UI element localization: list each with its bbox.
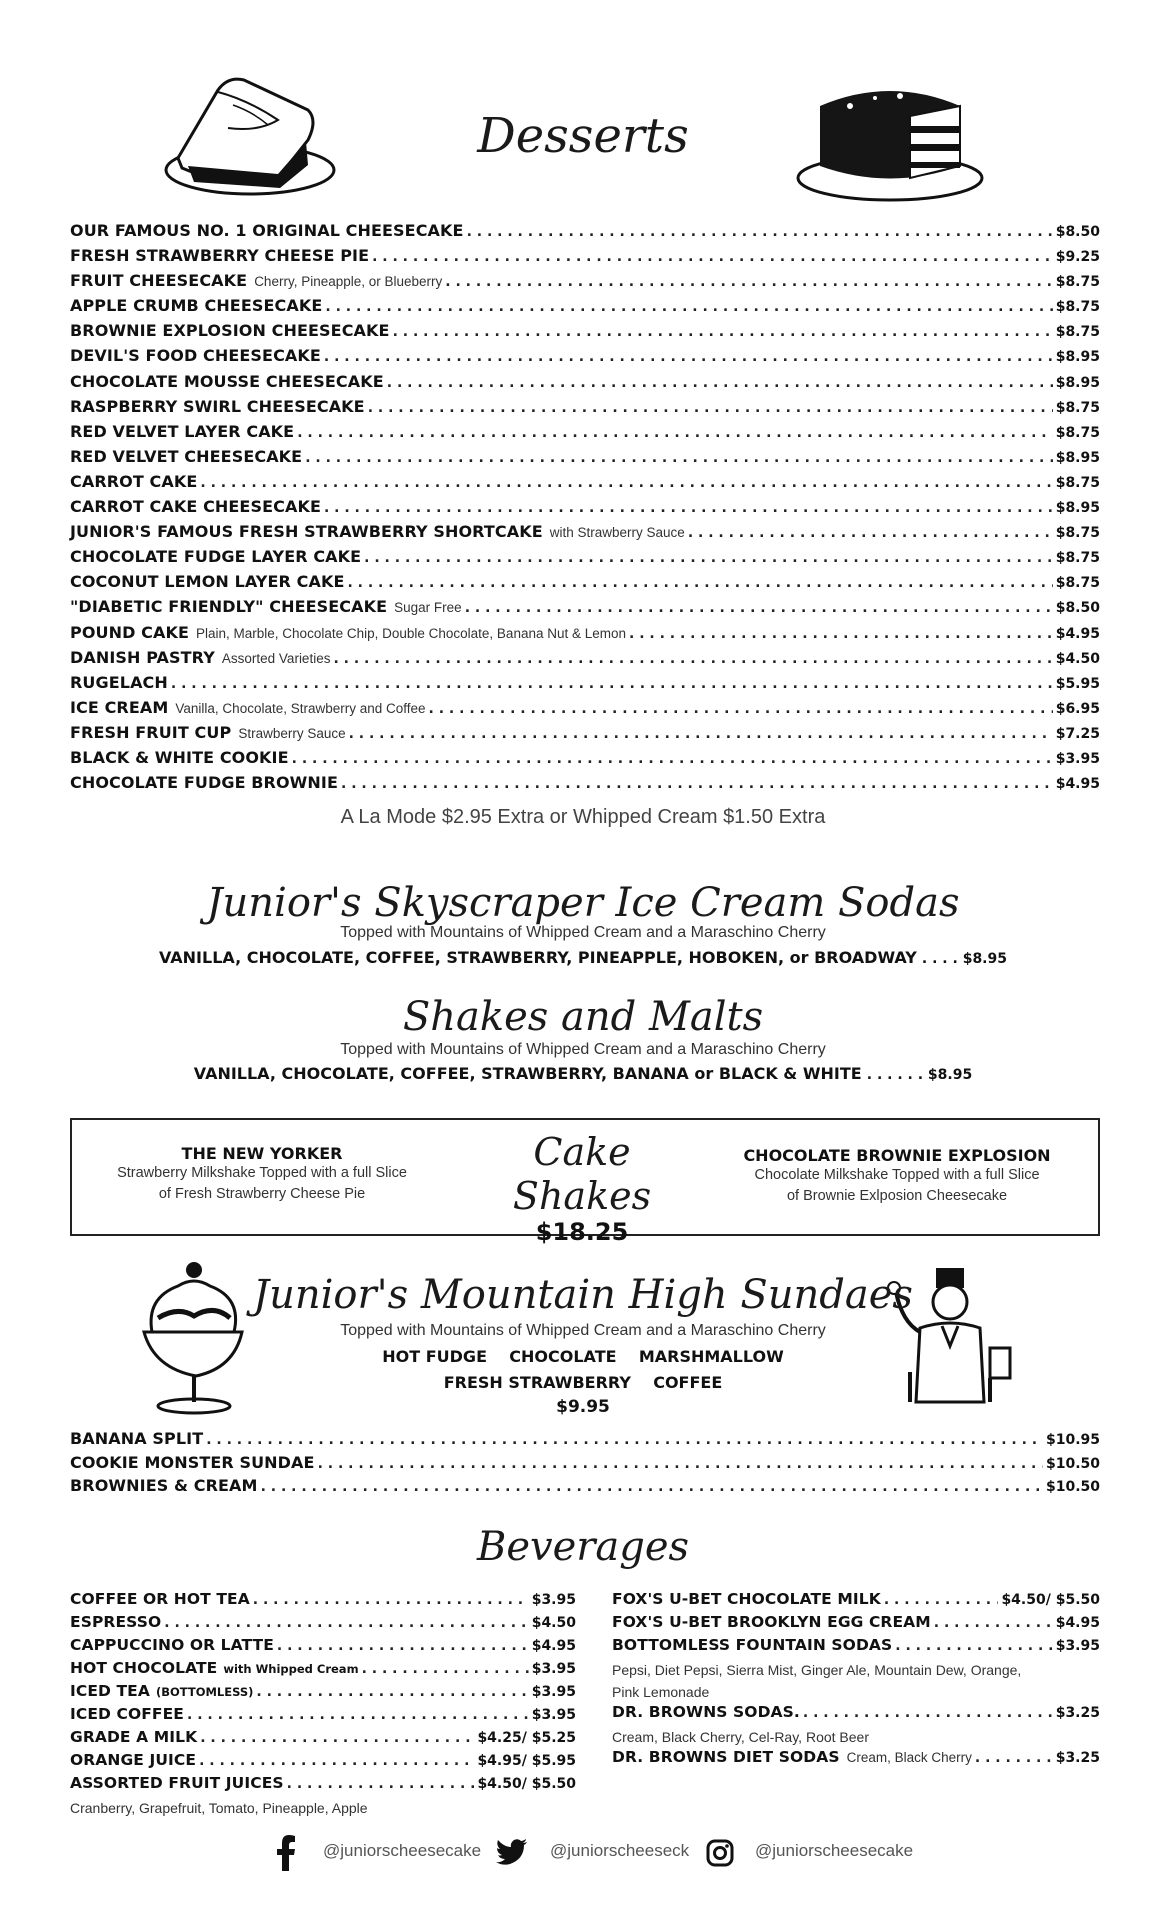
leader-dots — [187, 1707, 529, 1723]
item-name: "DIABETIC FRIENDLY" CHEESECAKE — [70, 597, 388, 617]
dr-browns-flavors: Cream, Black Cherry, Cel-Ray, Root Beer — [612, 1729, 869, 1745]
item-name: COFFEE OR HOT TEA — [70, 1590, 250, 1608]
item-price: $8.75 — [1055, 274, 1100, 291]
sodas-subtitle: Topped with Mountains of Whipped Cream and a Maraschino Cherry — [340, 924, 826, 941]
leader-dots — [200, 1730, 474, 1746]
leader-dots — [393, 324, 1053, 340]
leader-dots — [467, 224, 1053, 240]
list-item — [70, 698, 1100, 723]
item-name: FRESH STRAWBERRY CHEESE PIE — [70, 246, 370, 266]
list-item — [70, 1453, 1100, 1477]
item-name: RED VELVET LAYER CAKE — [70, 421, 295, 441]
item-price: $8.75 — [1055, 550, 1100, 567]
shakes-price: $8.95 — [927, 1067, 973, 1083]
leader-dots — [261, 1479, 1043, 1495]
list-item — [70, 472, 1100, 497]
list-item — [70, 773, 1100, 798]
item-name: ORANGE JUICE — [70, 1751, 197, 1769]
list-item — [70, 1429, 1100, 1453]
list-item — [70, 1705, 576, 1728]
list-item — [70, 346, 1100, 371]
item-price: $8.50 — [1055, 224, 1100, 240]
leader-dots — [287, 1776, 475, 1792]
item-price: $6.95 — [1055, 700, 1100, 717]
list-item: DR. BROWNS DIET SODAS Cream, Black Cherry . . . $3.25 — [612, 1748, 1100, 1771]
beverages-right-column — [612, 1590, 1100, 1771]
beverages-left-footnote — [70, 1797, 576, 1819]
item-name: CARROT CAKE CHEESECAKE — [70, 497, 321, 517]
item-price: $8.95 — [1055, 449, 1100, 466]
item-price: $8.95 — [1055, 500, 1100, 517]
shakes-subtitle: Topped with Mountains of Whipped Cream and a Maraschino Cherry — [340, 1041, 826, 1058]
list-item: DR. BROWNS SODAS. . . . $3.25 — [612, 1703, 1100, 1726]
leader-dots — [200, 475, 1052, 491]
item-price: $4.50 — [531, 1615, 576, 1631]
list-item — [70, 623, 1100, 648]
fountain-flavors: Pepsi, Diet Pepsi, Sierra Mist, Ginger Ale, Mountain Dew, Orange, — [612, 1662, 1022, 1678]
leader-dots — [324, 500, 1053, 516]
item-price: $3.95 — [531, 1661, 576, 1677]
list-item — [70, 1751, 576, 1774]
leader-dots — [368, 400, 1053, 416]
facebook-handle[interactable]: @juniorscheesecake — [323, 1841, 482, 1860]
dessert-list — [70, 221, 1100, 798]
item-price: $8.50 — [1055, 600, 1100, 617]
leader-dots — [349, 726, 1053, 742]
item-note: Strawberry Sauce — [238, 725, 346, 741]
instagram-handle[interactable]: @juniorscheesecake — [755, 1841, 914, 1860]
item-price: $8.75 — [1055, 575, 1100, 592]
list-item — [70, 1590, 576, 1613]
list-item — [70, 1476, 1100, 1500]
item-name: CARROT CAKE — [70, 471, 198, 491]
shakes-flavors: VANILLA, CHOCOLATE, COFFEE, STRAWBERRY, BANANA or BLACK & WHITE — [193, 1064, 862, 1083]
sundaes-price: $9.95 — [556, 1397, 610, 1417]
item-price: $7.25 — [1055, 725, 1100, 742]
list-item — [70, 221, 1100, 246]
list-item — [70, 321, 1100, 346]
item-name: RED VELVET CHEESECAKE — [70, 446, 303, 466]
item-price: $3.95 — [531, 1592, 576, 1608]
cake-shake-desc: Strawberry Milkshake Topped with a full Slice — [117, 1165, 407, 1181]
sundaes-subtitle: Topped with Mountains of Whipped Cream and a Maraschino Cherry — [340, 1322, 826, 1339]
item-price: $3.95 — [531, 1684, 576, 1700]
shakes-title: Shakes and Malts — [402, 994, 764, 1040]
cake-shake-name: CHOCOLATE BROWNIE EXPLOSION — [743, 1146, 1051, 1165]
item-name: BROWNIE EXPLOSION CHEESECAKE — [70, 321, 390, 341]
beverages-left-column — [70, 1590, 576, 1797]
list-item — [70, 1682, 576, 1705]
dessert-footnote: A La Mode $2.95 Extra or Whipped Cream $1.50 Extra — [340, 806, 826, 828]
cake-shake-brownie-explosion — [732, 1146, 1062, 1207]
list-item — [70, 246, 1100, 271]
item-name: ASSORTED FRUIT JUICES — [70, 1774, 284, 1792]
leader-dots — [206, 1432, 1043, 1448]
leader-dots — [292, 751, 1053, 767]
leader-dots — [387, 375, 1053, 391]
list-item — [70, 447, 1100, 472]
item-name: ICE CREAM — [70, 697, 169, 717]
leader-dots — [347, 575, 1052, 591]
list-item — [70, 296, 1100, 321]
item-name: GRADE A MILK — [70, 1728, 198, 1746]
item-name: JUNIOR'S FAMOUS FRESH STRAWBERRY SHORTCAKE — [70, 522, 543, 542]
cake-shake-desc: Chocolate Milkshake Topped with a full Slice — [754, 1167, 1040, 1183]
list-item — [70, 1774, 576, 1797]
item-price: $10.95 — [1045, 1432, 1100, 1448]
leader-dots — [253, 1592, 529, 1608]
list-item — [70, 397, 1100, 422]
item-price: $4.95/ $5.95 — [477, 1753, 576, 1769]
list-item — [70, 372, 1100, 397]
item-price: $5.95 — [1055, 675, 1100, 692]
item-price: $8.75 — [1055, 299, 1100, 316]
leader-dots — [333, 651, 1052, 667]
cake-shake-name: THE NEW YORKER — [181, 1144, 343, 1163]
list-item — [70, 422, 1100, 447]
leader-dots — [362, 1661, 529, 1677]
leader-dots — [372, 249, 1053, 265]
leader-dots — [164, 1615, 528, 1631]
list-item — [70, 1728, 576, 1751]
leader-dots — [465, 600, 1053, 616]
item-name: BANANA SPLIT — [70, 1429, 204, 1448]
list-item — [70, 648, 1100, 673]
twitter-handle[interactable]: @juniorscheeseck — [550, 1841, 690, 1860]
leader-dots — [341, 776, 1053, 792]
desserts-title: Desserts — [477, 108, 689, 164]
sundaes-flavors-2: FRESH STRAWBERRY COFFEE — [443, 1373, 723, 1392]
sodas-flavors: VANILLA, CHOCOLATE, COFFEE, STRAWBERRY, PINEAPPLE, HOBOKEN, or BROADWAY — [158, 948, 917, 967]
cake-shake-desc: of Fresh Strawberry Cheese Pie — [158, 1186, 366, 1202]
cake-shakes-box — [70, 1118, 1100, 1246]
list-item — [70, 572, 1100, 597]
item-price: $8.95 — [1055, 349, 1100, 366]
cake-shakes-title: Cake Shakes — [512, 1130, 652, 1218]
cake-shakes-price: $18.25 — [535, 1218, 629, 1246]
item-name: OUR FAMOUS NO. 1 ORIGINAL CHEESECAKE — [70, 221, 464, 240]
social-links — [0, 1833, 1166, 1873]
item-price: $3.95 — [1055, 750, 1100, 767]
item-price: $3.95 — [531, 1707, 576, 1723]
leader-dots — [318, 1456, 1043, 1472]
leader-dots — [688, 525, 1053, 541]
leader-dots — [277, 1638, 529, 1654]
list-item — [70, 723, 1100, 748]
list-item — [70, 597, 1100, 622]
list-item: BOTTOMLESS FOUNTAIN SODAS . . . $3.95 — [612, 1636, 1100, 1659]
shakes-flavors-line: VANILLA, CHOCOLATE, COFFEE, STRAWBERRY, BANANA or BLACK & WHITE . . . . . . $8.95 — [193, 1064, 973, 1083]
item-price: $9.25 — [1055, 249, 1100, 266]
item-name: HOT CHOCOLATE — [70, 1659, 218, 1677]
item-note: Sugar Free — [394, 600, 462, 616]
item-price: $4.95 — [1055, 776, 1100, 793]
item-note: Plain, Marble, Chocolate Chip, Double Chocolate, Banana Nut & Lemon — [196, 625, 627, 641]
list-item — [70, 547, 1100, 572]
item-price: $4.50/ $5.50 — [477, 1776, 576, 1792]
item-note: Assorted Varieties — [221, 650, 331, 666]
item-note: Vanilla, Chocolate, Strawberry and Coffee — [175, 700, 426, 716]
item-price: $10.50 — [1045, 1455, 1100, 1472]
leader-dots — [445, 274, 1052, 290]
leader-dots — [364, 550, 1053, 566]
item-price: $8.75 — [1055, 324, 1100, 341]
item-note: with Strawberry Sauce — [549, 525, 685, 541]
item-price: $10.50 — [1045, 1479, 1100, 1495]
item-name: APPLE CRUMB CHEESECAKE — [70, 296, 323, 316]
list-item — [70, 673, 1100, 698]
item-name: ICED TEA — [70, 1682, 150, 1700]
item-name: FRUIT CHEESECAKE — [70, 271, 248, 291]
facebook-icon[interactable] — [276, 1835, 296, 1871]
item-name: COOKIE MONSTER SUNDAE — [70, 1452, 315, 1472]
item-price: $8.75 — [1055, 474, 1100, 491]
item-name: ESPRESSO — [70, 1613, 162, 1631]
sundaes-flavors-1: HOT FUDGE CHOCOLATE MARSHMALLOW — [382, 1347, 784, 1366]
beverages-title: Beverages — [476, 1524, 690, 1570]
item-note: with Whipped Cream — [223, 1662, 359, 1676]
sodas-title: Junior's Skyscraper Ice Cream Sodas — [206, 880, 960, 926]
item-price: $8.95 — [1055, 374, 1100, 391]
item-name: POUND CAKE — [70, 622, 190, 642]
fruit-juice-flavors: Cranberry, Grapefruit, Tomato, Pineapple, Apple — [70, 1800, 368, 1816]
item-name: CHOCOLATE MOUSSE CHEESECAKE — [70, 371, 384, 391]
item-note: Cherry, Pineapple, or Blueberry — [254, 274, 443, 290]
item-name: RUGELACH — [70, 672, 168, 692]
sundaes-title: Junior's Mountain High Sundaes — [253, 1272, 913, 1318]
item-note: (BOTTOMLESS) — [155, 1685, 254, 1699]
twitter-icon[interactable] — [496, 1839, 528, 1865]
list-item — [70, 1659, 576, 1682]
item-price: $8.75 — [1055, 399, 1100, 416]
leader-dots — [199, 1753, 474, 1769]
cake-shake-desc: of Brownie Exlposion Cheesecake — [786, 1188, 1008, 1204]
leader-dots — [171, 676, 1053, 692]
item-price: $4.95 — [1055, 625, 1100, 642]
leader-dots — [305, 450, 1053, 466]
item-price: $4.50 — [1055, 650, 1100, 667]
sodas-price: $8.95 — [962, 951, 1007, 967]
leader-dots — [324, 349, 1053, 365]
fountain-flavors: Pink Lemonade — [612, 1684, 710, 1700]
item-name: ICED COFFEE — [70, 1705, 184, 1723]
item-name: CAPPUCCINO OR LATTE — [70, 1636, 274, 1654]
item-price: $8.75 — [1055, 424, 1100, 441]
list-item — [70, 497, 1100, 522]
instagram-icon[interactable] — [706, 1839, 734, 1867]
item-name: CHOCOLATE FUDGE LAYER CAKE — [70, 547, 362, 567]
item-name: COCONUT LEMON LAYER CAKE — [70, 572, 345, 592]
item-price: $8.75 — [1055, 525, 1100, 542]
item-name: DANISH PASTRY — [70, 647, 215, 667]
item-name: BLACK & WHITE COOKIE — [70, 747, 289, 767]
item-name: BROWNIES & CREAM — [70, 1476, 258, 1495]
item-price: $4.95 — [531, 1638, 576, 1654]
cake-shake-new-yorker — [112, 1144, 412, 1205]
item-name: FRESH FRUIT CUP — [70, 722, 232, 742]
sodas-flavors-line: VANILLA, CHOCOLATE, COFFEE, STRAWBERRY, PINEAPPLE, HOBOKEN, or BROADWAY . . . . $8.95 — [158, 948, 1007, 967]
list-item — [70, 271, 1100, 296]
item-price: $4.25/ $5.25 — [477, 1730, 576, 1746]
list-item — [70, 522, 1100, 547]
item-name: DEVIL'S FOOD CHEESECAKE — [70, 346, 321, 366]
item-name: RASPBERRY SWIRL CHEESECAKE — [70, 396, 365, 416]
leader-dots — [325, 299, 1052, 315]
list-item: FOX'S U-BET BROOKLYN EGG CREAM . . . $4.95 — [612, 1613, 1100, 1636]
leader-dots — [429, 701, 1053, 717]
leader-dots — [629, 626, 1053, 642]
sundae-list — [70, 1429, 1100, 1500]
item-name: CHOCOLATE FUDGE BROWNIE — [70, 773, 339, 793]
leader-dots — [256, 1684, 528, 1700]
list-item — [70, 1613, 576, 1636]
leader-dots — [297, 425, 1052, 441]
list-item: FOX'S U-BET CHOCOLATE MILK . . . $4.50/ $5.50 — [612, 1590, 1100, 1613]
list-item — [70, 748, 1100, 773]
list-item — [70, 1636, 576, 1659]
